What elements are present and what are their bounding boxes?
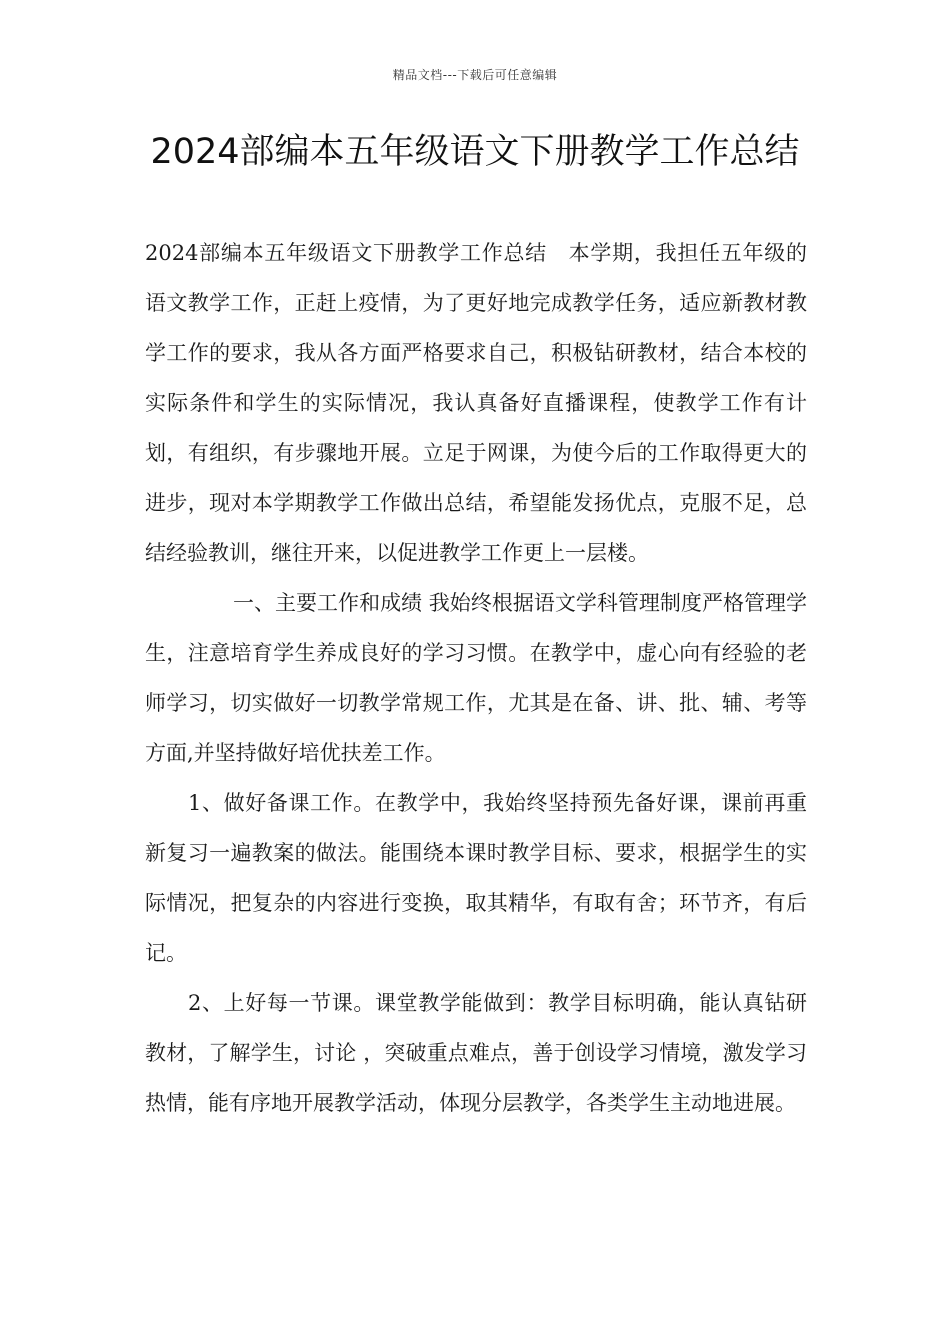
paragraph-lesson-prep: 1、做好备课工作。在教学中，我始终坚持预先备好课，课前再重新复习一遍教案的做法。能围绕本课时教学目标、要求，根据学生的实际情况，把复杂的内容进行变换，取其精华，有取有舍；环节齐，有后记。 (145, 791, 807, 965)
document-title: 2024部编本五年级语文下册教学工作总结 (150, 132, 800, 172)
page-header: 精品文档---下载后可任意编辑 (392, 68, 558, 82)
paragraph-main-work: 一、主要工作和成绩 我始终根据语文学科管理制度严格管理学生，注意培育学生养成良好的学习习惯。在教学中，虚心向有经验的老师学习，切实做好一切教学常规工作，尤其是在备、讲、批、辅、考等方面,并坚持做好培优扶差工作。 (145, 591, 807, 765)
paragraph-teaching-class: 2、上好每一节课。课堂教学能做到：教学目标明确，能认真钻研教材，了解学生，讨论 ，突破重点难点，善于创设学习情境，激发学习热情，能有序地开展教学活动，体现分层教学，各类学生主动地进展。 (145, 991, 807, 1115)
paragraph-intro: 2024部编本五年级语文下册教学工作总结 本学期，我担任五年级的语文教学工作，正赶上疫情，为了更好地完成教学任务，适应新教材教学工作的要求，我从各方面严格要求自己，积极钻研教材，结合本校的实际条件和学生的实际情况，我认真备好直播课程，使教学工作有计划，有组织，有步骤地开展。立足于网课，为使今后的工作取得更大的进步，现对本学期教学工作做出总结，希望能发扬优点，克服不足，总结经验教训，继往开来，以促进教学工作更上一层楼。 (145, 241, 807, 565)
document-body (145, 228, 807, 1128)
